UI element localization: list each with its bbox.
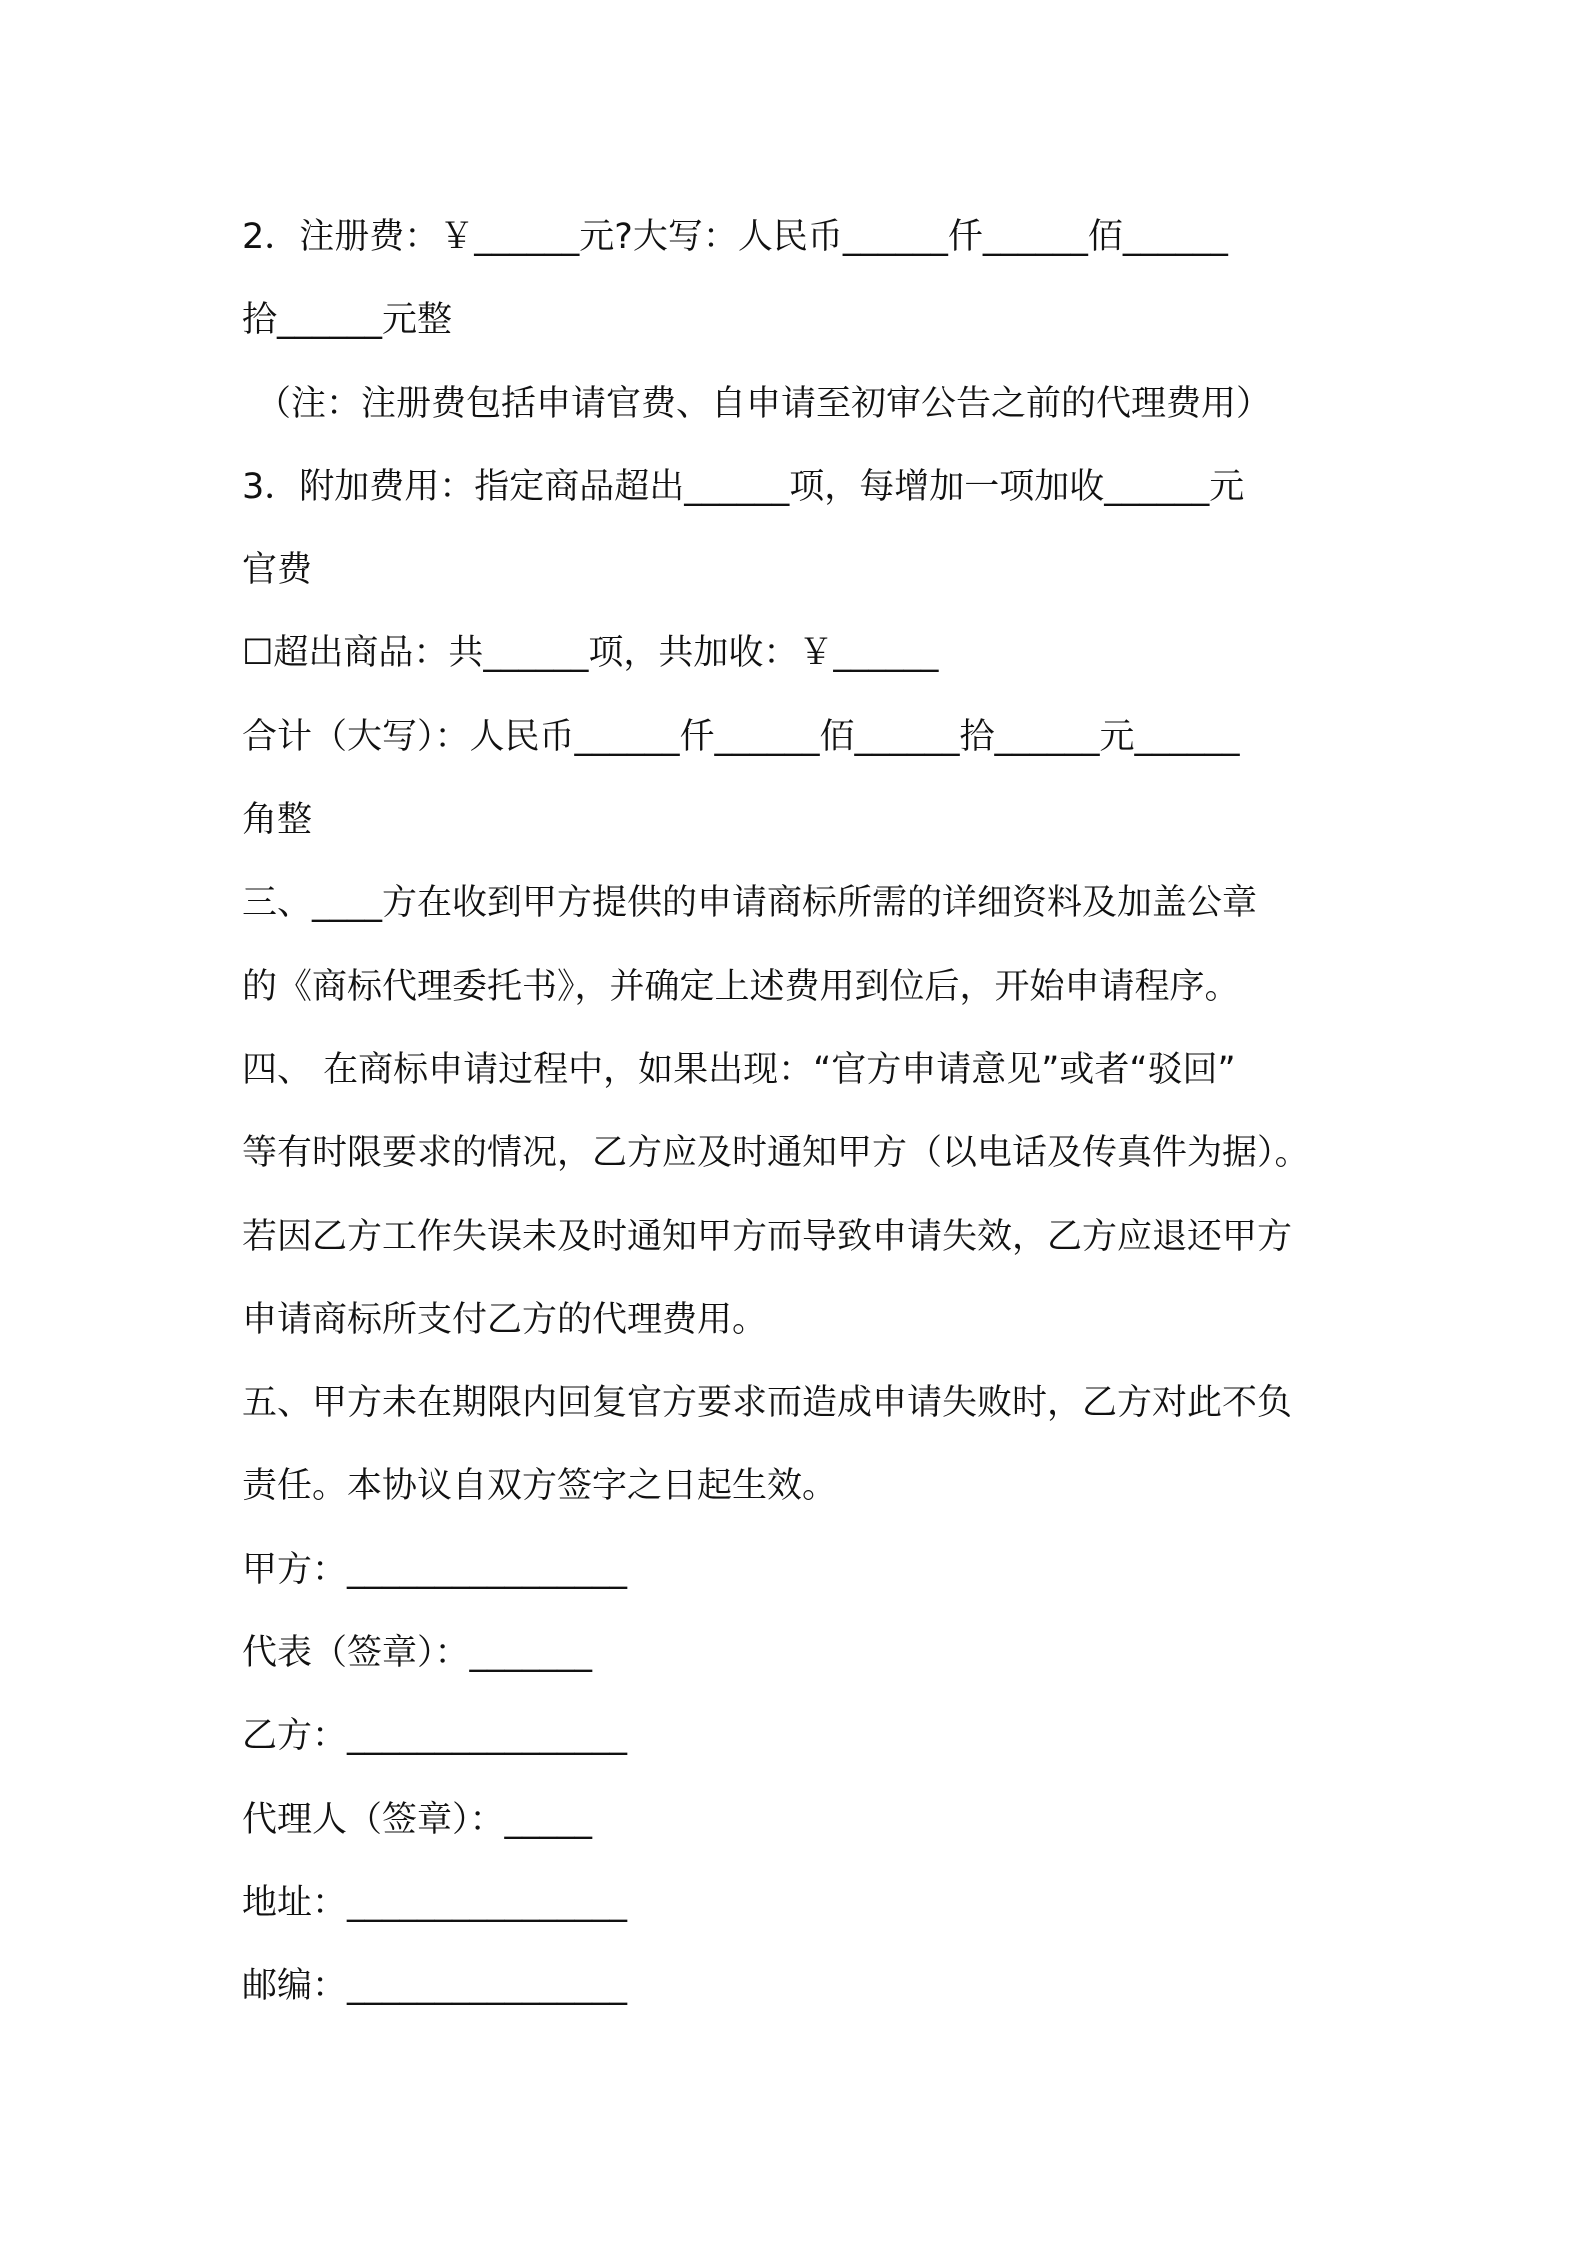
representative-signature-field: 代表（签章）：_______ (242, 1633, 593, 1674)
registration-fee-line-cont: 拾______元整 (242, 300, 453, 341)
agent-signature-field: 代理人（签章）：_____ (242, 1799, 593, 1840)
clause-three-line-cont: 的《商标代理委托书》，并确定上述费用到位后，开始申请程序。 (242, 966, 1240, 1007)
address-field: 地址：________________ (242, 1882, 628, 1923)
excess-goods-line: ☐超出商品：共______项，共加收：￥______ (242, 633, 939, 674)
clause-four-line-3: 若因乙方工作失误未及时通知甲方而导致申请失效，乙方应退还甲方 (242, 1216, 1293, 1257)
clause-five-line: 五、甲方未在期限内回复官方要求而造成申请失败时，乙方对此不负 (242, 1383, 1293, 1424)
clause-four-line-2: 等有时限要求的情况，乙方应及时通知甲方（以电话及传真件为据）。 (242, 1133, 1310, 1174)
clause-three-line: 三、____方在收到甲方提供的申请商标所需的详细资料及加盖公章 (242, 883, 1258, 924)
clause-four-line-4: 申请商标所支付乙方的代理费用。 (242, 1299, 768, 1340)
additional-fee-line: 3．附加费用：指定商品超出______项，每增加一项加收______元 (242, 466, 1245, 507)
party-b-field: 乙方：________________ (242, 1716, 628, 1757)
total-amount-line: 合计（大写）：人民币______仟______佰______拾______元______ (242, 716, 1240, 757)
clause-five-line-cont: 责任。本协议自双方签字之日起生效。 (242, 1466, 838, 1507)
clause-four-line: 四、 在商标申请过程中，如果出现：“官方申请意见”或者“驳回” (242, 1049, 1236, 1090)
party-a-field: 甲方：________________ (242, 1549, 628, 1590)
registration-fee-note: （注：注册费包括申请官费、自申请至初审公告之前的代理费用） (256, 383, 1272, 424)
document-body (242, 196, 1362, 2029)
postcode-field: 邮编：________________ (242, 1966, 628, 2007)
registration-fee-line: 2．注册费：￥______元?大写：人民币______仟______佰______ (242, 217, 1228, 257)
additional-fee-line-cont: 官费 (242, 550, 313, 591)
total-amount-line-cont: 角整 (242, 800, 313, 841)
